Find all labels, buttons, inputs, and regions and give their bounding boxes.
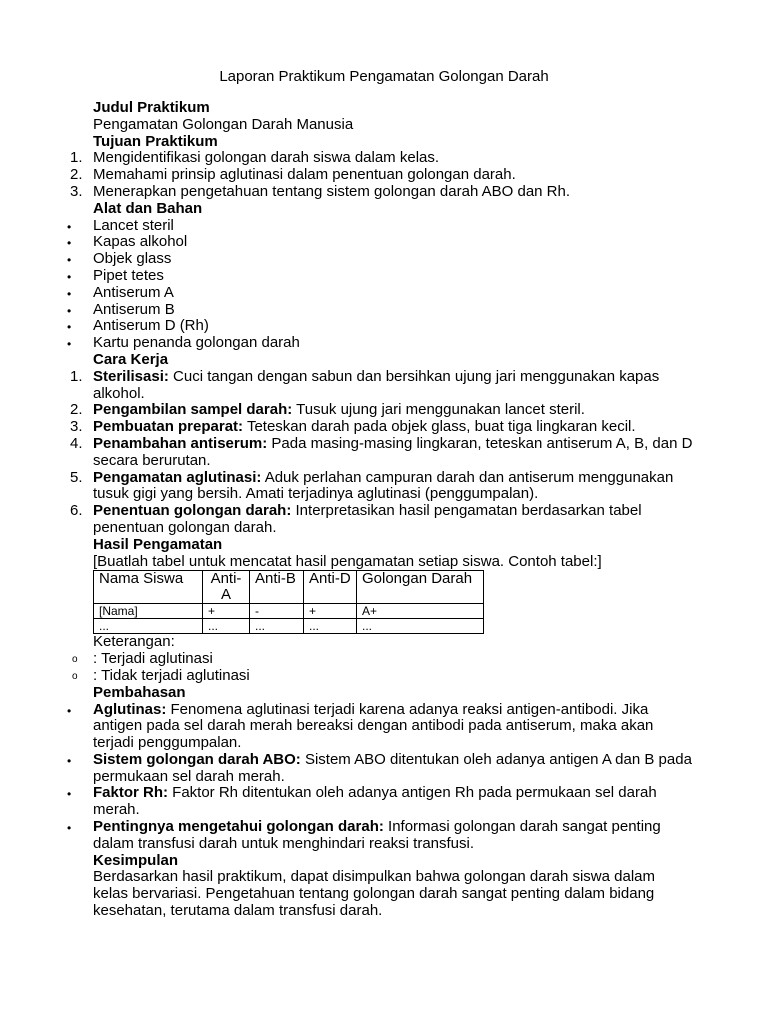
table-row: [94, 619, 484, 634]
cara-step-label: Penambahan antiserum:: [93, 434, 268, 452]
pembahasan-label: Aglutinas:: [93, 700, 167, 718]
table-cell: A+: [357, 604, 484, 619]
pembahasan-text: Faktor Rh ditentukan oleh adanya antigen Rh pada permukaan sel darah merah.: [93, 784, 657, 819]
alat-item: • Antiserum D (Rh): [93, 318, 693, 335]
heading-kesimpulan: Kesimpulan: [93, 851, 179, 869]
cara-step: [93, 419, 693, 436]
cara-step-text: Cuci tangan dengan sabun dan bersihkan ujung jari menggunakan kapas alkohol.: [93, 367, 660, 402]
pembahasan-item: [93, 702, 693, 752]
table-cell: ...: [94, 619, 203, 634]
cara-step: [93, 470, 693, 504]
alat-item: • Kapas alkohol: [93, 234, 693, 251]
pembahasan-label: Sistem golongan darah ABO:: [93, 750, 301, 768]
hasil-note: [Buatlah tabel untuk mencatat hasil pengamatan setiap siswa. Contoh tabel:]: [93, 552, 602, 570]
heading-hasil: Hasil Pengamatan: [93, 535, 223, 553]
cara-step-text: Interpretasikan hasil pengamatan berdasarkan tabel penentuan golongan darah.: [93, 502, 642, 536]
keterangan-list: [93, 651, 693, 685]
tujuan-item: 3. Menerapkan pengetahuan tentang sistem golongan darah ABO dan Rh.: [93, 184, 693, 201]
tujuan-item: 1. Mengidentifikasi golongan darah siswa dalam kelas.: [93, 150, 693, 167]
cara-step-label: Penentuan golongan darah:: [93, 502, 292, 520]
table-cell: ...: [203, 619, 250, 634]
heading-alat: Alat dan Bahan: [93, 199, 203, 217]
alat-item: • Kartu penanda golongan darah: [93, 335, 693, 352]
table-cell: +: [203, 604, 250, 619]
table-header-row: [94, 571, 484, 604]
pembahasan-label: Faktor Rh:: [93, 784, 168, 802]
cara-step: [93, 436, 693, 470]
table-cell: ...: [250, 619, 304, 634]
table-cell: [Nama]: [94, 604, 203, 619]
cara-step-label: Pengamatan aglutinasi:: [93, 468, 262, 486]
tujuan-item: 2. Memahami prinsip aglutinasi dalam penentuan golongan darah.: [93, 167, 693, 184]
table-cell: ...: [304, 619, 357, 634]
tujuan-list: [93, 150, 693, 200]
keterangan-item: o : Terjadi aglutinasi: [93, 651, 693, 668]
table-cell: ...: [357, 619, 484, 634]
pembahasan-list: [93, 702, 693, 853]
alat-item: • Antiserum A: [93, 285, 693, 302]
pembahasan-text: Informasi golongan darah sangat penting dalam transfusi darah untuk menghindari reaksi transfusi.: [93, 818, 661, 852]
heading-tujuan: Tujuan Praktikum: [93, 132, 218, 150]
pembahasan-label: Pentingnya mengetahui golongan darah:: [93, 818, 384, 836]
cara-list: [93, 369, 693, 537]
alat-list: [93, 218, 693, 352]
heading-cara: Cara Kerja: [93, 350, 169, 368]
table-cell: -: [250, 604, 304, 619]
cara-step: [93, 369, 693, 403]
cara-step-text: Aduk perlahan campuran darah dan antiserum menggunakan tusuk gigi yang bersih. Amati terjadinya aglutinasi (penggumpalan).: [93, 468, 674, 503]
table-header: Anti-A: [203, 571, 250, 604]
pembahasan-item: [93, 819, 693, 853]
keterangan-label: Keterangan:: [93, 633, 175, 651]
cara-step-text: Teteskan darah pada objek glass, buat tiga lingkaran kecil.: [243, 418, 636, 436]
cara-step-label: Pembuatan preparat:: [93, 418, 244, 436]
kesimpulan-text: Berdasarkan hasil praktikum, dapat disimpulkan bahwa golongan darah siswa dalam kelas bervariasi. Pengetahuan tentang golongan darah sangat penting dalam bidang kesehatan, terutama dalam transfusi darah.: [93, 868, 655, 920]
cara-step-label: Pengambilan sampel darah:: [93, 401, 293, 419]
pembahasan-text: Sistem ABO ditentukan oleh adanya antigen A dan B pada permukaan sel darah merah.: [93, 750, 692, 785]
hasil-table: [93, 570, 484, 634]
document-body: [93, 100, 693, 920]
alat-item: • Lancet steril: [93, 218, 693, 235]
cara-step: [93, 402, 693, 419]
pembahasan-item: [93, 785, 693, 819]
judul-text: Pengamatan Golongan Darah Manusia: [93, 115, 354, 133]
heading-pembahasan: Pembahasan: [93, 683, 186, 701]
table-header: Anti-B: [250, 571, 304, 604]
pembahasan-item: [93, 752, 693, 786]
alat-item: • Antiserum B: [93, 302, 693, 319]
pembahasan-text: Fenomena aglutinasi terjadi karena adanya reaksi antigen-antibodi. Jika antigen pada sel darah merah bereaksi dengan antibodi pada antiserum, maka akan terjadi penggumpalan.: [93, 700, 654, 752]
alat-item: • Pipet tetes: [93, 268, 693, 285]
cara-step: [93, 503, 693, 537]
cara-step-label: Sterilisasi:: [93, 367, 169, 385]
alat-item: • Objek glass: [93, 251, 693, 268]
cara-step-text: Pada masing-masing lingkaran, teteskan antiserum A, B, dan D secara berurutan.: [93, 434, 693, 469]
cara-step-text: Tusuk ujung jari menggunakan lancet steril.: [292, 401, 585, 419]
table-header: Golongan Darah: [357, 571, 484, 604]
table-header: Nama Siswa: [94, 571, 203, 604]
heading-judul: Judul Praktikum: [93, 99, 210, 116]
table-cell: +: [304, 604, 357, 619]
document-title: Laporan Praktikum Pengamatan Golongan Darah: [219, 68, 549, 85]
keterangan-item: o : Tidak terjadi aglutinasi: [93, 668, 693, 685]
table-row: [94, 604, 484, 619]
table-header: Anti-D: [304, 571, 357, 604]
